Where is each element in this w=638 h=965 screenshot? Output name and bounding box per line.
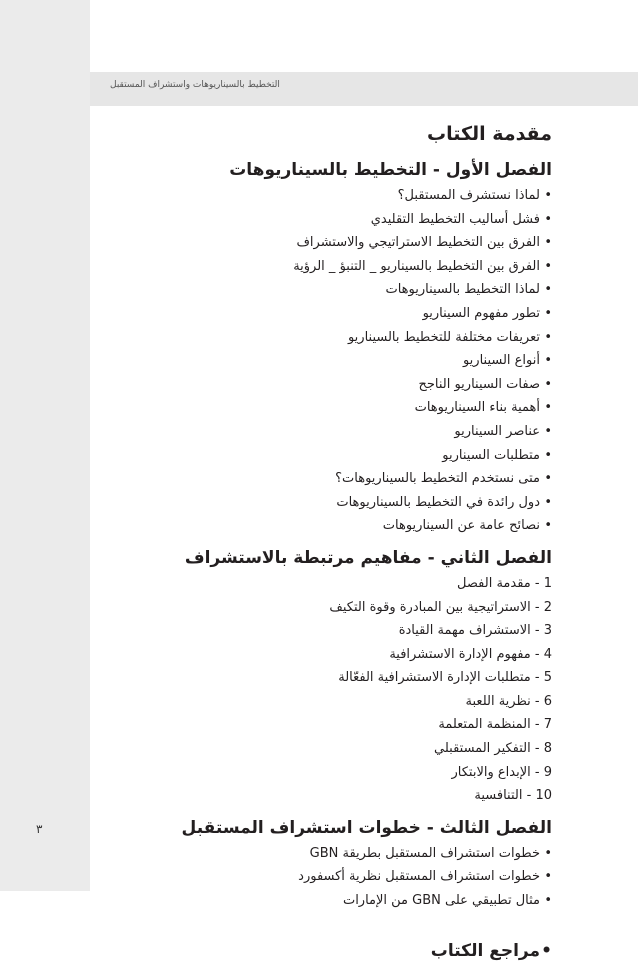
list-item: •أنواع السيناريو bbox=[112, 349, 552, 373]
page-number: ٣ bbox=[36, 822, 43, 836]
bullet-icon: • bbox=[544, 376, 552, 392]
bullet-icon: • bbox=[541, 940, 552, 961]
book-intro-heading: مقدمة الكتاب bbox=[427, 123, 552, 145]
list-item: •صفات السيناريو الناجح bbox=[112, 373, 552, 397]
chapter-3-section bbox=[112, 814, 552, 913]
list-item: 3 - الاستشراف مهمة القيادة bbox=[398, 623, 552, 639]
list-item: 5 - متطلبات الإدارة الاستشرافية الفعّالة bbox=[338, 670, 552, 686]
bullet-icon: • bbox=[544, 400, 552, 416]
list-item: 9 - الإبداع والابتكار bbox=[451, 764, 552, 780]
bullet-icon: • bbox=[544, 353, 552, 369]
page-sidebar bbox=[0, 0, 90, 891]
list-item: •نصائح عامة عن السيناريوهات bbox=[112, 514, 552, 538]
list-item: •مثال تطبيقي على GBN من الإمارات bbox=[112, 889, 552, 913]
bullet-icon: • bbox=[544, 518, 552, 534]
bullet-icon: • bbox=[544, 188, 552, 203]
running-header-text: التخطيط بالسيناريوهات واستشراف المستقبل bbox=[110, 80, 280, 90]
list-item: •تعريفات مختلفة للتخطيط بالسيناريو bbox=[112, 326, 552, 350]
bullet-icon: • bbox=[544, 258, 552, 274]
table-of-contents bbox=[112, 118, 552, 965]
list-item: •تطور مفهوم السيناريو bbox=[112, 302, 552, 326]
chapter-3-list bbox=[112, 842, 552, 913]
bullet-icon: • bbox=[544, 423, 552, 439]
bullet-icon: • bbox=[544, 282, 552, 298]
running-header bbox=[110, 80, 380, 90]
bullet-icon: • bbox=[544, 893, 552, 909]
list-item: •خطوات استشراف المستقبل بطريقة GBN bbox=[112, 842, 552, 866]
list-item: 6 - نظرية اللعبة bbox=[465, 693, 552, 709]
chapter-2-list bbox=[112, 572, 552, 808]
list-item: 1 - مقدمة الفصل bbox=[457, 575, 552, 591]
bullet-icon: • bbox=[544, 494, 552, 510]
chapter-1-title: الفصل الأول - التخطيط بالسيناريوهات bbox=[229, 160, 552, 180]
bullet-icon: • bbox=[544, 471, 552, 487]
references-entry: •مراجع الكتاب bbox=[112, 937, 552, 965]
list-item: •متطلبات السيناريو bbox=[112, 444, 552, 468]
list-item: •لماذا التخطيط بالسيناريوهات bbox=[112, 278, 552, 302]
list-item: 4 - مفهوم الإدارة الاستشرافية bbox=[389, 646, 552, 662]
bullet-icon: • bbox=[544, 447, 552, 463]
list-item: •عناصر السيناريو bbox=[112, 420, 552, 444]
list-item: •خطوات استشراف المستقبل نظرية أكسفورد bbox=[112, 865, 552, 889]
list-item: 10 - التنافسية bbox=[474, 788, 552, 804]
list-item: 7 - المنظمة المتعلمة bbox=[438, 717, 552, 733]
list-item: 8 - التفكير المستقبلي bbox=[434, 741, 552, 757]
bullet-icon: • bbox=[544, 845, 552, 861]
chapter-1-list bbox=[112, 184, 552, 538]
chapter-3-title: الفصل الثالث - خطوات استشراف المستقبل bbox=[181, 817, 552, 838]
list-item: •أهمية بناء السيناريوهات bbox=[112, 396, 552, 420]
list-item: •الفرق بين التخطيط بالسيناريو _ التنبؤ _ الرؤية bbox=[112, 255, 552, 279]
bullet-icon: • bbox=[544, 305, 552, 321]
list-item: 2 - الاستراتيجية بين المبادرة وقوة التكيف bbox=[329, 599, 552, 615]
list-item: •دول رائدة في التخطيط بالسيناريوهات bbox=[112, 491, 552, 515]
bullet-icon: • bbox=[544, 869, 552, 885]
chapter-2-section bbox=[112, 544, 552, 808]
chapter-1-section bbox=[112, 156, 552, 538]
bullet-icon: • bbox=[544, 211, 552, 227]
bullet-icon: • bbox=[544, 329, 552, 345]
list-item: •متى نستخدم التخطيط بالسيناريوهات؟ bbox=[112, 467, 552, 491]
bullet-icon: • bbox=[544, 235, 552, 251]
list-item: •الفرق بين التخطيط الاستراتيجي والاستشراف bbox=[112, 231, 552, 255]
chapter-2-title: الفصل الثاني - مفاهيم مرتبطة بالاستشراف bbox=[184, 547, 552, 568]
list-item: •لماذا نستشرف المستقبل؟ bbox=[112, 184, 552, 208]
list-item: •فشل أساليب التخطيط التقليدي bbox=[112, 208, 552, 232]
